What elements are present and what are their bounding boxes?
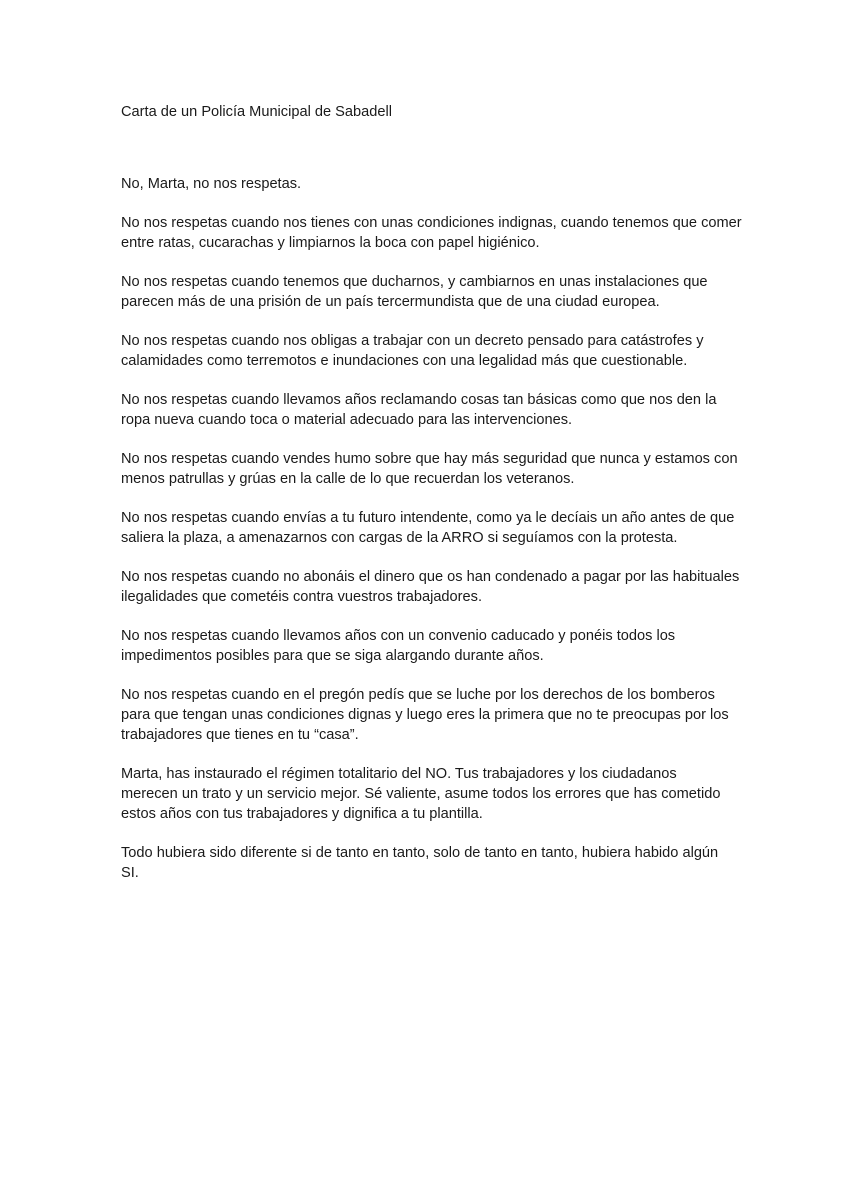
letter-paragraph [121,213,741,253]
paragraph-line: entre ratas, cucarachas y limpiarnos la boca con papel higiénico. [121,235,540,251]
paragraph-line: No nos respetas cuando nos obligas a trabajar con un decreto pensado para catástrofes y [121,333,704,349]
letter-paragraph [121,331,741,371]
letter-paragraph [121,626,741,666]
paragraph-line: para que tengan unas condiciones dignas y luego eres la primera que no te preocupas por los [121,707,729,723]
letter-paragraph [121,567,741,607]
paragraph-line: No nos respetas cuando no abonáis el dinero que os han condenado a pagar por las habituales [121,569,740,585]
letter-paragraph [121,843,741,883]
paragraph-line: trabajadores que tienes en tu “casa”. [121,727,359,743]
paragraph-line: No nos respetas cuando vendes humo sobre que hay más seguridad que nunca y estamos con [121,451,738,467]
paragraph-line: calamidades como terremotos e inundaciones con una legalidad más que cuestionable. [121,353,688,369]
paragraph-line: impedimentos posibles para que se siga alargando durante años. [121,648,544,664]
paragraph-line: No nos respetas cuando llevamos años reclamando cosas tan básicas como que nos den la [121,392,717,408]
paragraph-line: Todo hubiera sido diferente si de tanto en tanto, solo de tanto en tanto, hubiera habido algún [121,845,719,861]
paragraph-line: ropa nueva cuando toca o material adecuado para las intervenciones. [121,412,573,428]
paragraph-line: estos años con tus trabajadores y dignifica a tu plantilla. [121,806,483,822]
letter-body [121,174,741,902]
letter-paragraph [121,449,741,489]
paragraph-line: No nos respetas cuando llevamos años con un convenio caducado y ponéis todos los [121,628,676,644]
paragraph-line: saliera la plaza, a amenazarnos con cargas de la ARRO si seguíamos con la protesta. [121,530,678,546]
letter-paragraph [121,174,741,194]
letter-paragraph [121,764,741,824]
paragraph-line: merecen un trato y un servicio mejor. Sé valiente, asume todos los errores que has cometido [121,786,721,802]
paragraph-line: No nos respetas cuando en el pregón pedís que se luche por los derechos de los bomberos [121,687,715,703]
letter-paragraph [121,390,741,430]
letter-paragraph [121,508,741,548]
paragraph-line: No nos respetas cuando envías a tu futuro intendente, como ya le decíais un año antes de que [121,510,735,526]
paragraph-line: parecen más de una prisión de un país tercermundista que de una ciudad europea. [121,294,660,310]
letter-paragraph [121,272,741,312]
paragraph-line: menos patrullas y grúas en la calle de lo que recuerdan los veteranos. [121,471,575,487]
paragraph-line: Marta, has instaurado el régimen totalitario del NO. Tus trabajadores y los ciudadanos [121,766,677,782]
letter-paragraph [121,685,741,745]
paragraph-line: No, Marta, no nos respetas. [121,176,302,192]
paragraph-line: No nos respetas cuando tenemos que ducharnos, y cambiarnos en unas instalaciones que [121,274,708,290]
paragraph-line: SI. [121,865,139,881]
paragraph-line: ilegalidades que cometéis contra vuestros trabajadores. [121,589,482,605]
document-title: Carta de un Policía Municipal de Sabadell [121,104,392,120]
paragraph-line: No nos respetas cuando nos tienes con unas condiciones indignas, cuando tenemos que comer [121,215,742,231]
